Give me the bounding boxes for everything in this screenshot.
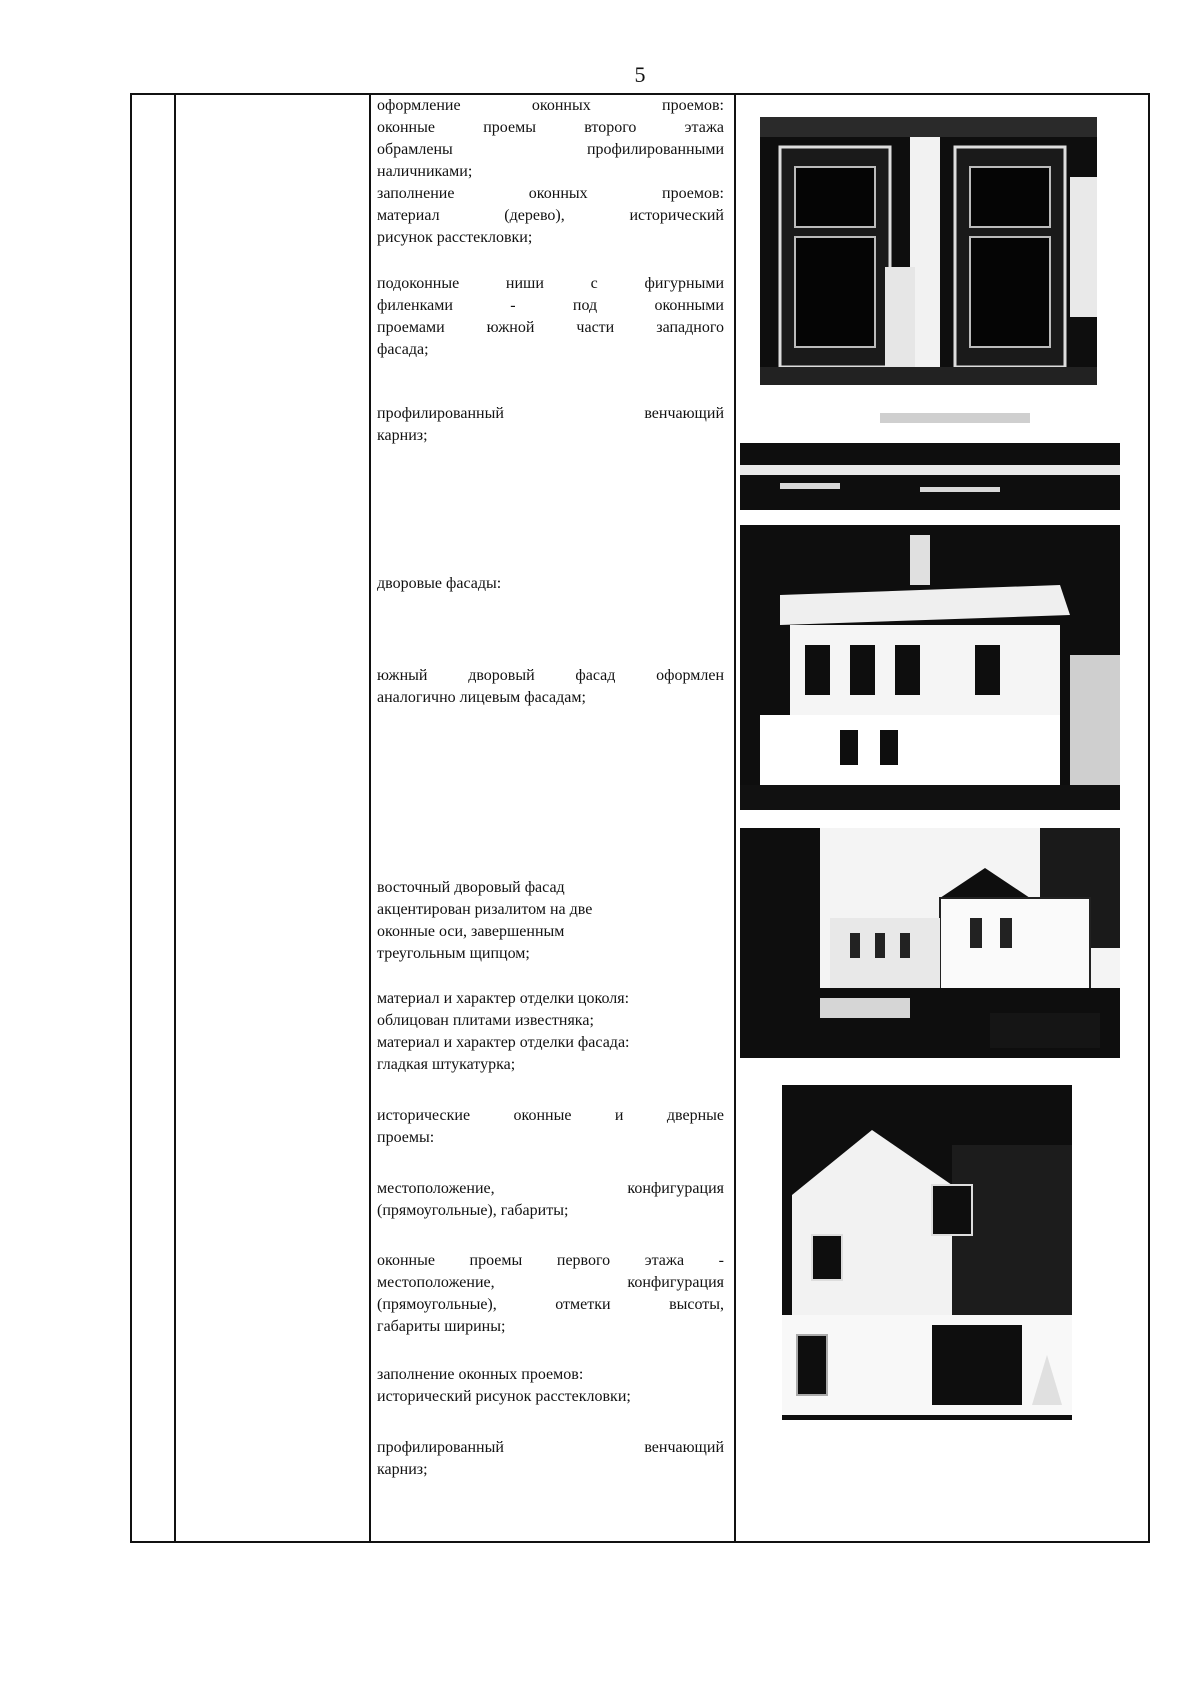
- text-line: дворовые фасады:: [377, 575, 502, 592]
- photo-facade-windows-doors: [782, 1085, 1072, 1420]
- text-line: местоположение, конфигурация: [377, 1274, 724, 1291]
- text-line: треугольным щипцом;: [377, 945, 530, 962]
- window-filling-text: [377, 183, 724, 249]
- photo-cornice: [740, 405, 1120, 510]
- south-courtyard-facade-text: [377, 665, 724, 709]
- text-line: аналогично лицевым фасадам;: [377, 689, 586, 706]
- text-line: материал и характер отделки фасада:: [377, 1034, 630, 1051]
- courtyard-facades-heading: [377, 573, 724, 595]
- text-line: проемами южной части западного: [377, 319, 724, 336]
- text-line: южный дворовый фасад оформлен: [377, 667, 724, 684]
- text-line: профилированный венчающий: [377, 405, 724, 422]
- cornice-text-1: [377, 403, 724, 447]
- text-line: оконные оси, завершенным: [377, 923, 565, 940]
- text-line: оконные проемы второго этажа: [377, 119, 724, 136]
- text-line: облицован плитами известняка;: [377, 1012, 594, 1029]
- photo-east-courtyard-facade: [740, 828, 1120, 1058]
- text-line: филенками - под оконными: [377, 297, 724, 314]
- text-line: заполнение оконных проемов:: [377, 1366, 584, 1383]
- first-floor-windows-text: [377, 1250, 724, 1338]
- text-line: исторический рисунок расстекловки;: [377, 1388, 631, 1405]
- cornice-text-2: [377, 1437, 724, 1481]
- window-glazing-text: [377, 1364, 724, 1408]
- location-configuration-text: [377, 1178, 724, 1222]
- text-line: гладкая штукатурка;: [377, 1056, 516, 1073]
- document-table: [130, 93, 1150, 1543]
- text-line: рисунок расстекловки;: [377, 229, 533, 246]
- east-courtyard-facade-text: [377, 877, 724, 965]
- materials-finish-text: [377, 988, 724, 1076]
- column-divider-1: [174, 95, 176, 1541]
- text-line: карниз;: [377, 1461, 428, 1478]
- text-line: оформление оконных проемов:: [377, 97, 724, 114]
- text-line: (прямоугольные), отметки высоты,: [377, 1296, 724, 1313]
- text-line: заполнение оконных проемов:: [377, 185, 724, 202]
- text-line: (прямоугольные), габариты;: [377, 1202, 569, 1219]
- text-line: материал и характер отделки цоколя:: [377, 990, 630, 1007]
- text-line: оконные проемы первого этажа -: [377, 1252, 724, 1269]
- column-divider-2: [369, 95, 371, 1541]
- sill-niches-text: [377, 273, 724, 361]
- text-line: местоположение, конфигурация: [377, 1180, 724, 1197]
- photo-window-openings: [760, 117, 1097, 385]
- description-column: [377, 95, 724, 1541]
- text-line: карниз;: [377, 427, 428, 444]
- text-line: акцентирован ризалитом на две: [377, 901, 593, 918]
- text-line: восточный дворовый фасад: [377, 879, 565, 896]
- photo-south-courtyard-facade: [740, 525, 1120, 810]
- text-line: габариты ширины;: [377, 1318, 506, 1335]
- text-line: фасада;: [377, 341, 429, 358]
- text-line: профилированный венчающий: [377, 1439, 724, 1456]
- window-openings-decoration-text: [377, 95, 724, 183]
- text-line: подоконные ниши с фигурными: [377, 275, 724, 292]
- page-number: 5: [634, 62, 646, 87]
- text-line: материал (дерево), исторический: [377, 207, 724, 224]
- text-line: обрамлены профилированными: [377, 141, 724, 158]
- column-divider-3: [734, 95, 736, 1541]
- historic-openings-text: [377, 1105, 724, 1149]
- text-line: исторические оконные и дверные: [377, 1107, 724, 1124]
- text-line: наличниками;: [377, 163, 473, 180]
- text-line: проемы:: [377, 1129, 435, 1146]
